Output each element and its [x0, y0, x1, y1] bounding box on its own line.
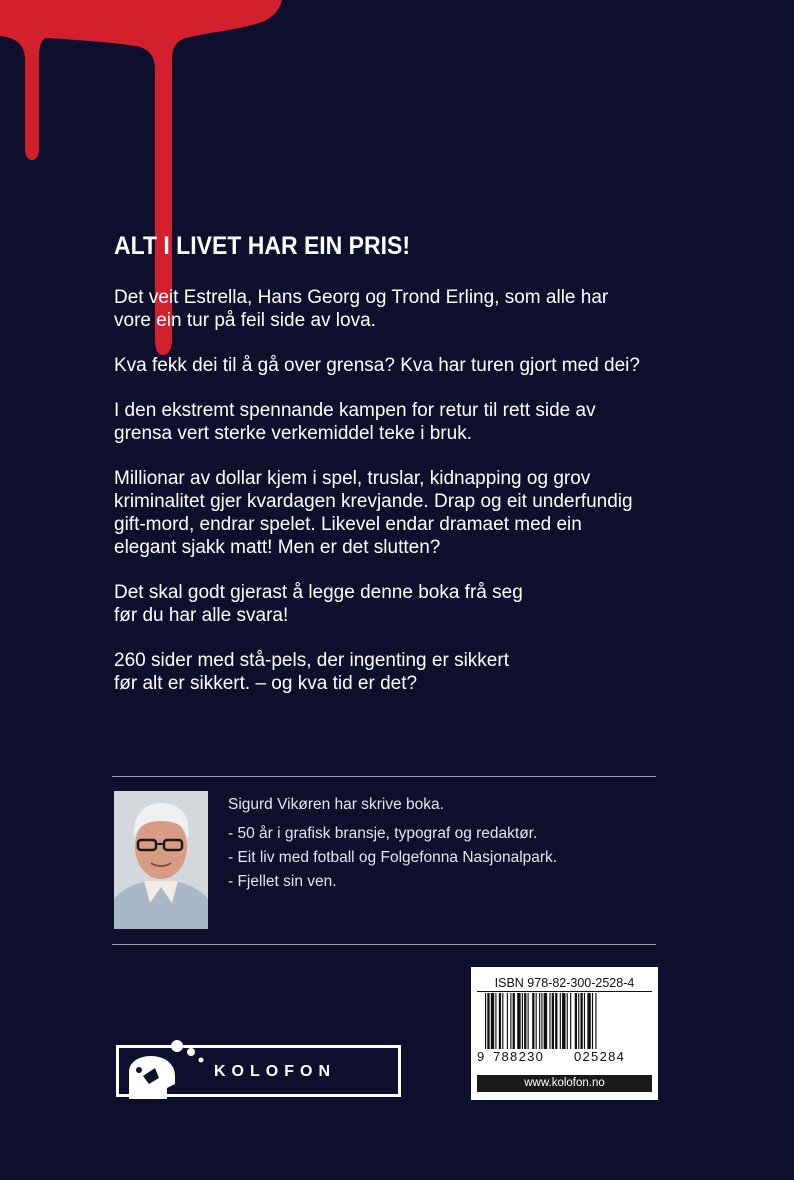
publisher-logo — [116, 1045, 401, 1097]
blurb-paragraph — [114, 354, 674, 377]
blurb-paragraph — [114, 649, 674, 695]
isbn-label — [477, 975, 652, 992]
blurb-body — [114, 286, 674, 717]
barcode-bar — [499, 993, 501, 1049]
blurb-line: før du har alle svara! — [114, 605, 289, 626]
barcode-bar — [502, 993, 503, 1049]
blurb-line: kriminalitet gjer kvardagen krevjande. Drap og eit underfundig — [114, 491, 633, 512]
barcode-bar — [549, 993, 550, 1049]
barcode-bar — [517, 993, 520, 1049]
barcode-bar — [552, 993, 554, 1049]
barcode-bar — [532, 993, 534, 1049]
isbn-digits-left: 788230 — [493, 1049, 545, 1064]
blurb-line: gift-mord, endrar spelet. Likevel endar dramaet med ein — [114, 514, 582, 535]
blurb-line: Millionar av dollar kjem i spel, truslar, kidnapping og grov — [114, 468, 591, 489]
barcode-bar — [487, 993, 489, 1049]
blurb-paragraph — [114, 581, 674, 627]
barcode-bar — [567, 993, 568, 1049]
barcode-bar — [592, 993, 593, 1049]
barcode-bar — [507, 993, 508, 1049]
divider-top — [112, 776, 656, 777]
barcode-bar — [485, 993, 486, 1049]
author-photo — [114, 791, 208, 929]
barcode-bar — [522, 993, 523, 1049]
blurb-line: Det skal godt gjerast å legge denne boka frå seg — [114, 582, 523, 603]
blurb-line: før alt er sikkert. – og kva tid er det? — [114, 673, 418, 694]
author-intro: Sigurd Vikøren har skrive boka. — [228, 796, 444, 813]
barcode-bar — [524, 993, 526, 1049]
blurb-paragraph — [114, 286, 674, 332]
author-fact: - 50 år i grafisk bransje, typograf og redaktør. — [228, 825, 538, 842]
publisher-name: KOLOFON — [214, 1063, 336, 1080]
blurb-line: I den ekstremt spennande kampen for retur til rett side av — [114, 400, 596, 421]
barcode-bar — [544, 993, 547, 1049]
blurb-line: Kva fekk dei til å gå over grensa? Kva har turen gjort med dei? — [114, 355, 640, 376]
barcode-bar — [541, 993, 542, 1049]
kolofon-logo-icon — [119, 1032, 209, 1100]
blurb-line: grensa vert sterke verkemiddel teke i bruk. — [114, 423, 472, 444]
divider-bottom — [112, 944, 656, 945]
barcode-bar — [528, 993, 529, 1049]
author-portrait-icon — [114, 791, 208, 929]
isbn-barcode — [471, 967, 658, 1100]
author-fact: - Fjellet sin ven. — [228, 873, 337, 890]
isbn-digits-right: 025284 — [574, 1049, 626, 1064]
blurb-line: vore ein tur på feil side av lova. — [114, 310, 376, 331]
author-facts — [228, 824, 648, 891]
publisher-url: www.kolofon.no — [477, 1075, 652, 1092]
barcode-bar — [539, 993, 540, 1049]
barcode-bar — [495, 993, 496, 1049]
isbn-digit-first: 9 — [477, 1049, 485, 1064]
barcode-bar — [584, 993, 585, 1049]
blurb-line: elegant sjakk matt! Men er det slutten? — [114, 537, 441, 558]
barcode-bar — [570, 993, 571, 1049]
barcode-bar — [595, 993, 596, 1049]
author-info — [228, 796, 648, 896]
barcode-bar — [536, 993, 537, 1049]
blurb-line: 260 sider med stå-pels, der ingenting er sikkert — [114, 650, 509, 671]
blurb-heading: ALT I LIVET HAR EIN PRIS! — [114, 232, 411, 260]
blurb-paragraph — [114, 467, 674, 559]
barcode-bar — [513, 993, 515, 1049]
barcode-bar — [587, 993, 590, 1049]
blurb-paragraph — [114, 399, 674, 445]
barcode-bar — [491, 993, 494, 1049]
barcode-bar — [555, 993, 557, 1049]
author-fact: - Eit liv med fotball og Folgefonna Nasjonalpark. — [228, 849, 558, 866]
barcode-bar — [580, 993, 582, 1049]
barcode-bars — [477, 993, 652, 1051]
barcode-bar — [560, 993, 561, 1049]
blurb-line: Det veit Estrella, Hans Georg og Trond Erling, som alle har — [114, 287, 609, 308]
isbn-label-text: ISBN 978-82-300-2528-4 — [494, 976, 635, 990]
barcode-bar — [575, 993, 577, 1049]
barcode-bar — [578, 993, 579, 1049]
barcode-bar — [562, 993, 565, 1049]
barcode-bar — [510, 993, 511, 1049]
